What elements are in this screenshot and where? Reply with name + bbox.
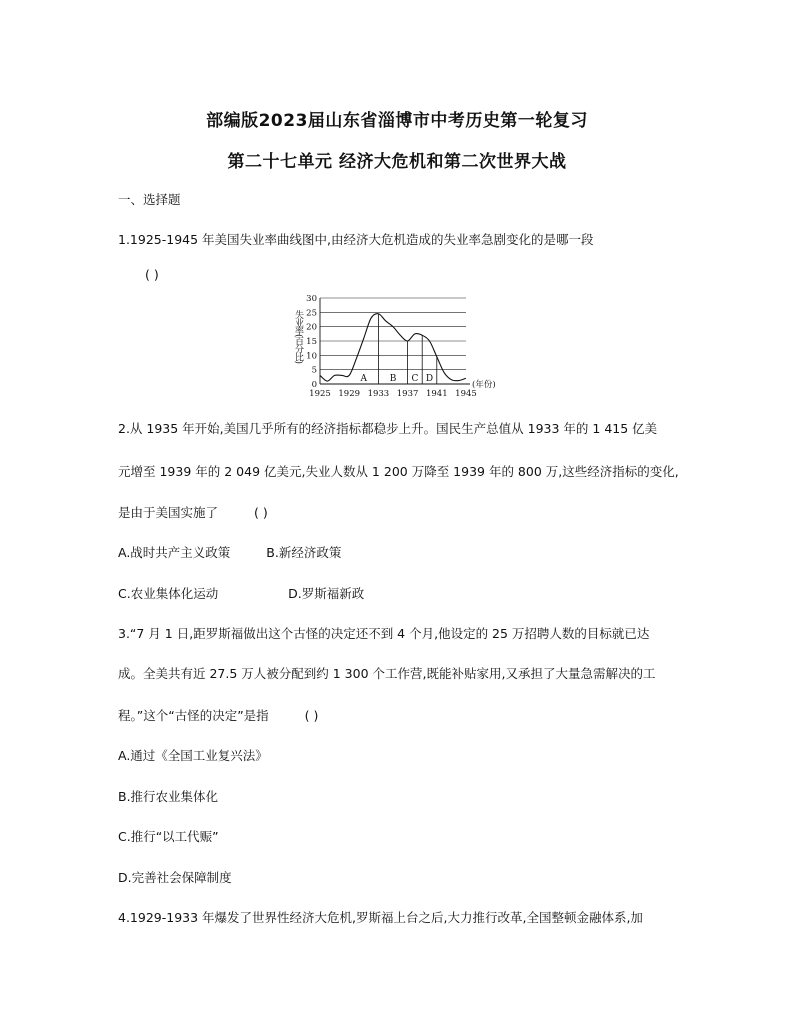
question-2-text-line-2: 元增至 1939 年的 2 049 亿美元,失业人数从 1 200 万降至 1939 年的 800 万,这些经济指标的变化,: [118, 464, 679, 479]
y-tick-label: 0: [311, 380, 317, 390]
question-2-text-line-3: [118, 503, 268, 521]
segment-label-A: A: [360, 374, 368, 384]
y-tick-label: 25: [306, 308, 317, 319]
x-tick-label: 1937: [396, 389, 419, 399]
question-1-text: 1.1925-1945 年美国失业率曲线图中,由经济大危机造成的失业率急剧变化的是哪一段: [118, 232, 594, 247]
segment-label-C: C: [411, 374, 419, 384]
question-2-option-c: C.农业集体化运动: [118, 586, 219, 601]
unemployment-chart: [286, 292, 516, 400]
question-1-answer-blank: ( ): [145, 267, 159, 282]
question-2-text-line-1: 2.从 1935 年开始,美国几乎所有的经济指标都稳步上升。国民生产总值从 1933 年的 1 415 亿美: [118, 421, 658, 436]
chart-x-axis-label: (年份): [472, 380, 496, 390]
question-3-option-a: A.通过《全国工业复兴法》: [118, 748, 268, 763]
x-tick-label: 1929: [338, 389, 361, 399]
y-tick-label: 15: [306, 337, 317, 347]
document-title: 部编版2023届山东省淄博市中考历史第一轮复习: [206, 111, 588, 131]
x-tick-label: 1941: [425, 389, 448, 399]
chart-grid: [320, 298, 466, 370]
chart-segments: [360, 314, 437, 384]
chart-series-line: [320, 314, 466, 381]
y-tick-label: 20: [306, 322, 317, 333]
question-2-options-row-2: [118, 584, 364, 602]
x-tick-label: 1945: [455, 389, 477, 399]
segment-label-B: B: [389, 374, 397, 384]
document-subtitle: 第二十七单元 经济大危机和第二次世界大战: [227, 152, 567, 172]
question-3-text-line-3: [118, 706, 318, 724]
y-tick-label: 10: [306, 351, 317, 362]
x-tick-label: 1933: [367, 389, 390, 399]
y-tick-label: 5: [311, 365, 317, 376]
question-2-options-row-1: [118, 543, 341, 561]
question-2-option-d: D.罗斯福新政: [288, 586, 365, 601]
section-label: 一、选择题: [118, 192, 181, 207]
question-2-stem-end: 是由于美国实施了: [118, 505, 219, 520]
segment-label-D: D: [425, 374, 434, 384]
question-3-answer-blank: ( ): [304, 708, 319, 723]
question-3-text-line-2: 成。全美共有近 27.5 万人被分配到约 1 300 个工作营,既能补贴家用,又承担了大量急需解决的工: [118, 666, 656, 681]
chart-x-ticks: [309, 389, 477, 399]
chart-y-axis-label: 失业率(百分比): [293, 310, 303, 364]
question-3-option-d: D.完善社会保障制度: [118, 870, 232, 885]
x-tick-label: 1925: [309, 389, 331, 399]
question-2-answer-blank: ( ): [253, 505, 268, 520]
question-2-option-a: A.战时共产主义政策: [118, 545, 231, 560]
question-3-stem-end: 程。”这个“古怪的决定”是指: [118, 708, 269, 723]
y-tick-label: 30: [306, 294, 317, 304]
question-2-option-b: B.新经济政策: [266, 545, 342, 560]
question-3-option-b: B.推行农业集体化: [118, 789, 219, 804]
question-3-text-line-1: 3.“7 月 1 日,距罗斯福做出这个古怪的决定还不到 4 个月,他设定的 25 万招聘人数的目标就已达: [118, 626, 650, 641]
question-4-text-line-1: 4.1929-1933 年爆发了世界性经济大危机,罗斯福上台之后,大力推行改革,全国整顿金融体系,加: [118, 910, 643, 925]
chart-y-ticks: [306, 294, 317, 390]
question-3-option-c: C.推行“以工代赈”: [118, 829, 219, 844]
